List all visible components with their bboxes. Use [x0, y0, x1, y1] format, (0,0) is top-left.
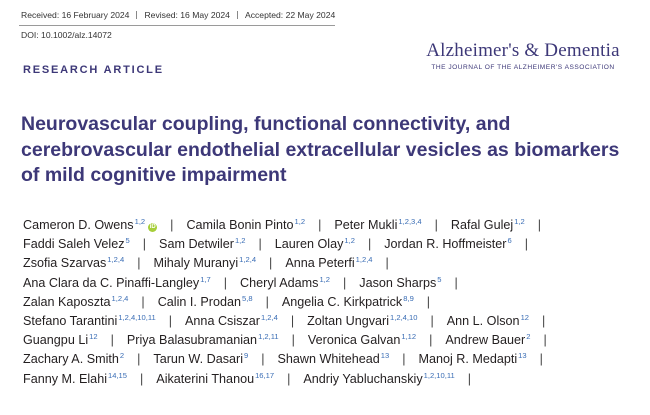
author-name: Lauren Olay [274, 237, 344, 252]
affiliation-superscript[interactable]: 1,2,4 [107, 255, 125, 265]
author-separator: | [429, 333, 433, 348]
affiliation-superscript[interactable]: 1,2,3,4 [398, 217, 422, 226]
author-separator: | [343, 275, 347, 290]
author-row [23, 308, 633, 327]
author-separator: | [110, 333, 114, 348]
author-name: Fanny M. Elahi [23, 371, 107, 386]
author-separator: | [426, 294, 431, 309]
article-title: Neurovascular coupling, functional connectivity, and cerebrovascular endothelial extracellular vesicles as biomarkers of mild cognitive impairment [21, 113, 620, 186]
author-name: Cameron D. Owens [23, 218, 134, 232]
affiliation-superscript[interactable]: 5 [125, 236, 130, 246]
author-name: Guangpu Li [23, 333, 89, 348]
affiliation-superscript[interactable]: 1,2,4 [260, 312, 278, 322]
author-separator: | [385, 256, 389, 271]
author-name: Aikaterini Thanou [156, 371, 255, 386]
author-separator: | [467, 371, 472, 386]
doi-link[interactable]: DOI: 10.1002/alz.14072 [21, 30, 112, 40]
author-separator: | [367, 237, 372, 252]
author-name: Calin I. Prodan [157, 294, 241, 309]
author-name: Jason Sharps [359, 275, 437, 290]
affiliation-superscript[interactable]: 1,2 [514, 217, 525, 226]
author-name: Cheryl Adams [240, 275, 319, 290]
author-separator: | [269, 256, 273, 271]
revised-date: Revised: 16 May 2024 [144, 10, 230, 20]
author-separator: | [258, 237, 262, 252]
affiliation-superscript[interactable]: 14,15 [108, 370, 128, 380]
author-separator: | [430, 313, 434, 328]
author-separator: | [290, 313, 295, 328]
author-name: Zsofia Szarvas [23, 256, 107, 271]
author-separator: | [265, 294, 269, 309]
author-name: Andrew Bauer [445, 333, 526, 348]
affiliation-superscript[interactable]: 1,2 [319, 274, 330, 284]
author-name: Stefano Tarantini [23, 313, 118, 328]
article-type: RESEARCH ARTICLE [23, 64, 164, 76]
author-name: Faddi Saleh Velez [23, 237, 125, 252]
author-separator: | [168, 313, 173, 328]
affiliation-superscript[interactable]: 1,2,11 [258, 332, 279, 342]
affiliation-superscript[interactable]: 6 [507, 236, 512, 246]
author-name: Rafal Gulej [450, 218, 514, 232]
author-separator: | [402, 352, 406, 367]
author-separator: | [287, 371, 291, 386]
author-row [23, 250, 633, 269]
author-separator: | [140, 371, 144, 386]
affiliation-superscript[interactable]: 1,2 [294, 217, 306, 226]
affiliation-superscript[interactable]: 1,12 [401, 332, 417, 342]
author-name: Mihaly Muranyi [153, 256, 239, 271]
affiliation-superscript[interactable]: 5 [437, 274, 442, 284]
affiliation-superscript[interactable]: 1,7 [200, 274, 211, 284]
affiliation-superscript[interactable]: 2 [119, 351, 125, 361]
orcid-icon[interactable]: iD [149, 224, 156, 230]
author-name: Zachary A. Smith [23, 352, 119, 367]
author-row [23, 212, 633, 231]
author[interactable] [23, 366, 127, 389]
date-divider [136, 11, 137, 19]
author-separator: | [318, 218, 322, 232]
author-separator: | [539, 352, 543, 367]
author-list [23, 212, 633, 385]
author-name: Zalan Kaposzta [23, 294, 111, 309]
author[interactable] [303, 366, 454, 389]
affiliation-superscript[interactable]: 1,2 [344, 236, 355, 246]
affiliation-superscript[interactable]: 1,2,4,10,11 [118, 312, 156, 322]
author[interactable] [384, 231, 512, 254]
author[interactable] [156, 366, 274, 389]
affiliation-superscript[interactable]: 9 [244, 351, 249, 361]
author-separator: | [142, 237, 147, 252]
author-row [23, 327, 633, 346]
author-name: Veronica Galvan [307, 333, 401, 348]
author-name: Camila Bonin Pinto [186, 218, 294, 232]
author-name: Manoj R. Medapti [418, 352, 518, 367]
author-separator: | [141, 294, 145, 309]
date-divider [237, 11, 238, 19]
author-name: Anna Csiszar [185, 313, 260, 328]
author-separator: | [434, 218, 438, 232]
author-separator: | [543, 333, 547, 348]
header-rule [19, 25, 335, 26]
author-name: Peter Mukli [334, 218, 398, 232]
author-name: Tarun W. Dasari [153, 352, 243, 367]
author-name: Jordan R. Hoffmeister [384, 237, 507, 252]
author-row [23, 346, 633, 365]
author-name: Sam Detwiler [159, 237, 234, 252]
received-date: Received: 16 February 2024 [21, 10, 130, 20]
journal-subtitle: THE JOURNAL OF THE ALZHEIMER'S ASSOCIATION [431, 64, 615, 71]
author-separator: | [524, 237, 529, 252]
author-name: Shawn Whitehead [277, 352, 380, 367]
journal-logo [418, 40, 628, 71]
author-separator: | [261, 352, 265, 367]
author-separator: | [454, 275, 458, 290]
affiliation-superscript[interactable]: 13 [380, 351, 390, 361]
author-name: Angelia C. Kirkpatrick [281, 294, 403, 309]
journal-name: Alzheimer's & Dementia [426, 40, 620, 61]
affiliation-superscript[interactable]: 13 [518, 351, 527, 361]
affiliation-superscript[interactable]: 8,9 [403, 293, 414, 303]
author-row [23, 270, 633, 289]
affiliation-superscript[interactable]: 1,2 [234, 236, 246, 246]
author-name: Ana Clara da C. Pinaffi-Langley [23, 275, 200, 290]
author-separator: | [542, 313, 546, 328]
affiliation-superscript[interactable]: 5,8 [242, 293, 253, 303]
author-separator: | [137, 352, 141, 367]
author-separator: | [537, 218, 542, 232]
affiliation-superscript[interactable]: 2 [526, 332, 531, 342]
author-row [23, 231, 633, 250]
author-row [23, 289, 633, 308]
author-name: Andriy Yabluchanskiy [303, 371, 423, 386]
affiliation-superscript[interactable]: 12 [520, 312, 530, 322]
accepted-date: Accepted: 22 May 2024 [244, 10, 336, 20]
author-name: Priya Balasubramanian [126, 333, 258, 348]
author-separator: | [291, 333, 295, 348]
affiliation-superscript[interactable]: 1,2,4 [355, 255, 373, 265]
affiliation-superscript[interactable]: 1,2 [134, 217, 146, 226]
author-separator: | [137, 256, 141, 271]
affiliation-superscript[interactable]: 1,2,10,11 [423, 370, 455, 380]
affiliation-superscript[interactable]: 12 [89, 332, 98, 342]
affiliation-superscript[interactable]: 1,2,4,10 [390, 312, 418, 322]
affiliation-superscript[interactable]: 1,2,4 [111, 293, 129, 303]
author-separator: | [170, 218, 174, 232]
affiliation-superscript[interactable]: 16,17 [255, 370, 275, 380]
author-name: Anna Peterfi [285, 256, 355, 271]
author-separator: | [223, 275, 228, 290]
affiliation-superscript[interactable]: 1,2,4 [239, 255, 257, 265]
author-name: Ann L. Olson [446, 313, 520, 328]
publication-dates [21, 10, 335, 20]
author-name: Zoltan Ungvari [307, 313, 390, 328]
